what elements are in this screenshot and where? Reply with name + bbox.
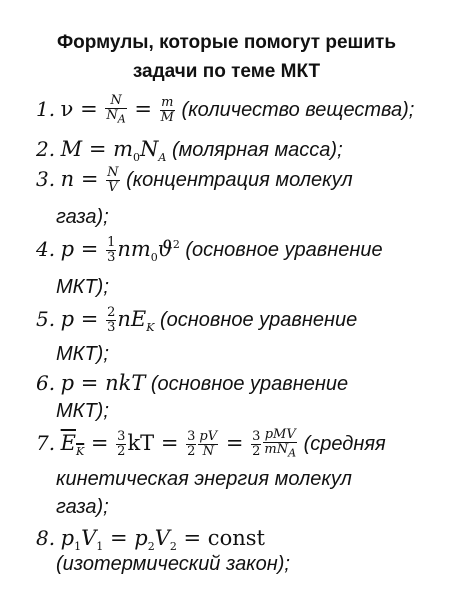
formula-4-description-cont: МКТ); xyxy=(56,276,109,298)
formula-4-number: 4. xyxy=(36,237,56,261)
formula-7-description: (средняя xyxy=(303,432,386,455)
formula-1-number: 1. xyxy=(36,96,56,121)
formula-2-math: $M = m_0N_A$ xyxy=(60,137,167,165)
formula-6 xyxy=(36,371,348,396)
formula-6-math: p = nkT xyxy=(60,371,146,395)
formula-8-number: 8. xyxy=(36,526,56,550)
formula-3-math: n = $\frac{N}{V}$ xyxy=(60,165,119,195)
formula-5-description-cont: МКТ); xyxy=(56,343,109,365)
formula-3-description: (концентрация молекул xyxy=(126,169,353,191)
formula-3-number: 3. xyxy=(36,167,56,191)
formula-1-description: (количество вещества); xyxy=(181,98,415,121)
formula-7 xyxy=(36,428,386,461)
formula-6-number: 6. xyxy=(36,371,56,395)
formula-6-description: (основное уравнение xyxy=(150,373,349,395)
formula-2 xyxy=(36,137,343,164)
heading-line-1: Формулы, которые помогут решить xyxy=(56,32,397,53)
formula-5 xyxy=(36,306,357,335)
formula-8-math: $p_1V_1 = p_2V_2$ = const xyxy=(60,526,265,554)
formula-3 xyxy=(36,166,353,195)
formula-4 xyxy=(36,236,383,265)
formula-8 xyxy=(36,526,265,553)
formula-5-number: 5. xyxy=(36,307,56,331)
formula-4-description: (основное уравнение xyxy=(185,239,383,261)
heading-line-2: задачи по теме МКТ xyxy=(132,61,321,82)
formula-5-description: (основное уравнение xyxy=(159,309,358,331)
formula-6-description-cont: МКТ); xyxy=(56,400,109,422)
formula-7-math: $E_K$ = $\frac{3}{2}$ kT = $\frac{3}{2}$ $\frac{pV}{N}$ = $\frac{3}{2}$ $\frac{\text{pMV}}{mN_A}$ xyxy=(60,427,297,460)
formula-1-math: ν = $\frac{N}{N_A}$ = $\frac{m}{M}$ xyxy=(60,93,174,126)
formula-8-description: (изотермический закон); xyxy=(56,553,290,575)
formula-1 xyxy=(36,94,414,127)
formula-2-number: 2. xyxy=(36,137,56,161)
formula-2-description: (молярная масса); xyxy=(171,139,343,161)
formula-7-description-cont2: газа); xyxy=(56,496,109,518)
formula-4-math: p = $\frac{1}{3}$ $nm_0ϑ^2$ xyxy=(60,235,180,265)
formula-7-number: 7. xyxy=(36,430,56,455)
formula-3-description-cont: газа); xyxy=(56,206,109,228)
formula-7-description-cont: кинетическая энергия молекул xyxy=(56,468,352,490)
formula-5-math: p = $\frac{2}{3}$ $nE_K$ xyxy=(60,305,155,335)
